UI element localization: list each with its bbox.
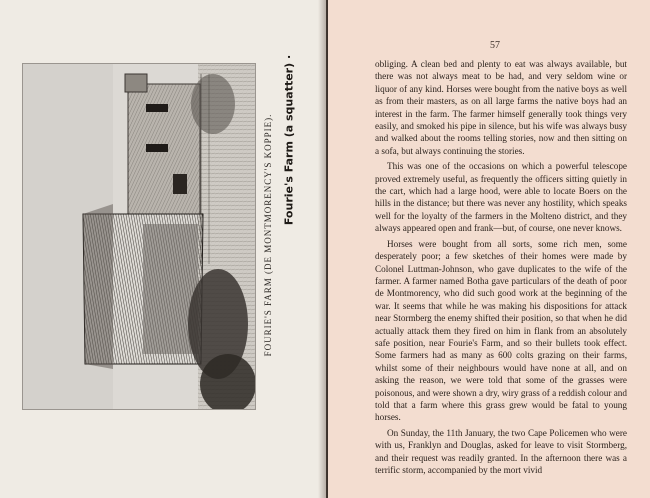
paragraph-3: Horses were bought from all sorts, some rich men, some desperately poor; a few sketches of their homes were made by Colonel Luttman-Johnson, who gave duplicates to the wife of the farmer. A farmer named Botha gave particulars of the death of poor de Montmorency, who did such good work at the beginning of the war. It seems that while he was making his dispositions for attack near Stormberg the enemy shifted their position, so that when he did actually attack them they fired on him in flank from an absolutely safe position, near Fourie's Farm, and so their bullets took effect. Some farmers had as many as 600 colts grazing on their farms, whilst some of their neighbours would have none at all, and on asking the reason, we were told that some of the grasses were poisonous, and were shown a dry, wiry grass of a reddish colour and told that a farm where this grass grew would be fatal to young horses. <box>375 238 627 423</box>
paragraph-4: On Sunday, the 11th January, the two Cape Policemen who were with us, Franklyn and Douglas, asked for leave to visit Stormberg, and their request was readily granted. In the afternoon there was a terrific storm, accompanied by the mort vivid <box>375 427 627 475</box>
farmhouse-illustration <box>22 63 256 410</box>
paragraph-1: obliging. A clean bed and plenty to eat was always available, but there was not always meat to be had, and very seldom wine or liquor of any kind. Horses were bought from the native boys as well as from their masters, as on all large farms the native boys had an interest in the farm. The farmer himself generally took things very easily, and smoked his pipe in silence, but his wife was always busy and walked about the rooms telling stories, now and then sitting on a sofa, but always continuing the stories. <box>375 59 627 156</box>
illustration-caption: FOURIE'S FARM (DE MONTMORENCY'S KOPPIE). <box>263 113 273 357</box>
handwritten-note: Fourie's Farm (a squatter) · <box>282 54 296 226</box>
paragraph-2: This was one of the occasions on which a powerful telescope proved extremely useful, as frequently the officers sitting quietly in the cart, which had a large hood, were able to locate Boers on the hills in the distance; but there was never any hostility, which speaks well for the loyalty of the farmers in the Molteno district, and they always appeared open and frank—but, of course, one never knows. <box>375 161 627 234</box>
farmhouse-sketch <box>23 64 255 409</box>
page-number: 57 <box>490 40 500 51</box>
body-text <box>375 58 627 479</box>
